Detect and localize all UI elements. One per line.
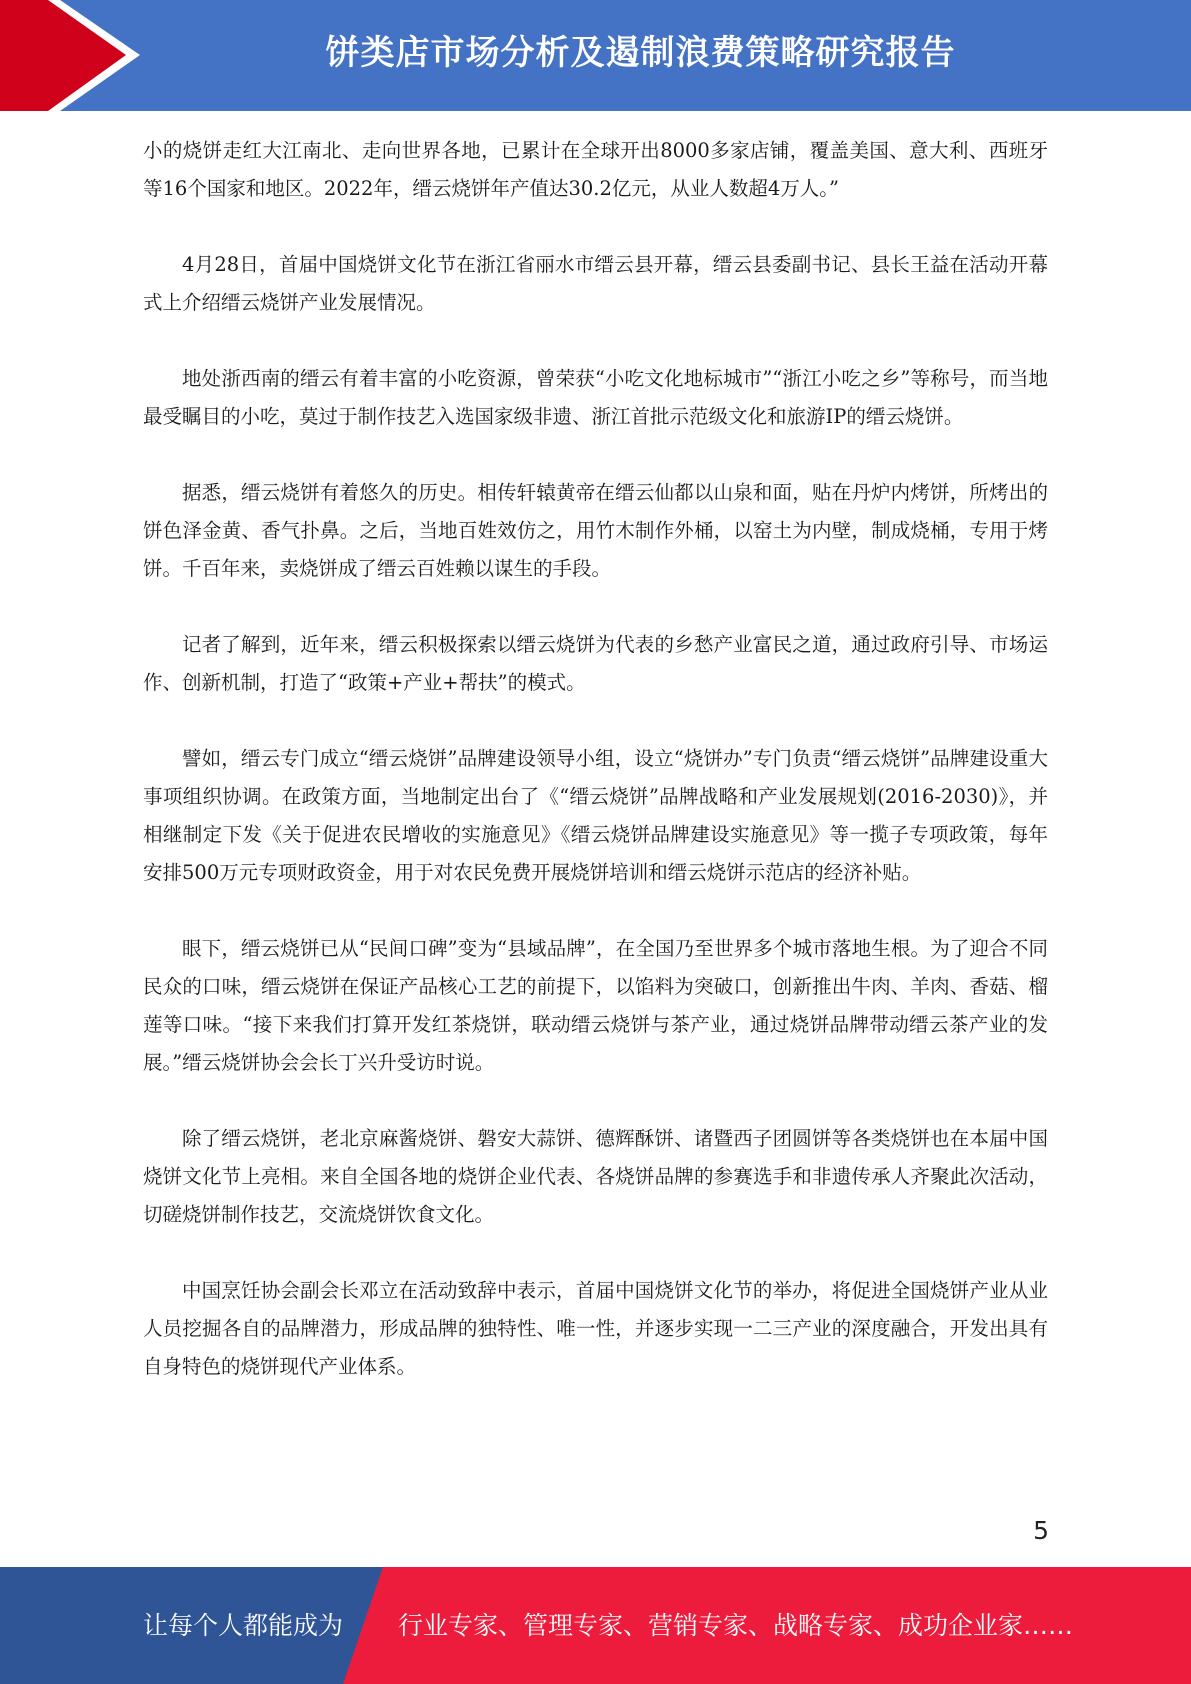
page-number: 5 bbox=[1033, 1516, 1049, 1545]
page-header bbox=[0, 0, 1191, 111]
paragraph: 除了缙云烧饼，老北京麻酱烧饼、磐安大蒜饼、德辉酥饼、诸暨西子团圆饼等各类烧饼也在本届中国烧饼文化节上亮相。来自全国各地的烧饼企业代表、各烧饼品牌的参赛选手和非遗传承人齐聚此次活动，切磋烧饼制作技艺，交流烧饼饮食文化。 bbox=[143, 1127, 1048, 1226]
paragraph: 譬如，缙云专门成立“缙云烧饼”品牌建设领导小组，设立“烧饼办”专门负责“缙云烧饼”品牌建设重大事项组织协调。在政策方面，当地制定出台了《“缙云烧饼”品牌战略和产业发展规划(2016-2030)》，并相继制定下发《关于促进农民增收的实施意见》《缙云烧饼品牌建设实施意见》等一揽子专项政策，每年安排500万元专项财政资金，用于对农民免费开展烧饼培训和缙云烧饼示范店的经济补贴。 bbox=[143, 747, 1048, 884]
paragraph: 4月28日，首届中国烧饼文化节在浙江省丽水市缙云县开幕，缙云县委副书记、县长王益在活动开幕式上介绍缙云烧饼产业发展情况。 bbox=[143, 253, 1048, 314]
paragraph: 记者了解到，近年来，缙云积极探索以缙云烧饼为代表的乡愁产业富民之道，通过政府引导、市场运作、创新机制，打造了“政策+产业+帮扶”的模式。 bbox=[143, 633, 1048, 694]
paragraph: 据悉，缙云烧饼有着悠久的历史。相传轩辕黄帝在缙云仙都以山泉和面，贴在丹炉内烤饼，所烤出的饼色泽金黄、香气扑鼻。之后，当地百姓效仿之，用竹木制作外桶，以窑土为内壁，制成烧桶，专用于烤饼。千百年来，卖烧饼成了缙云百姓赖以谋生的手段。 bbox=[143, 481, 1048, 580]
paragraph: 中国烹饪协会副会长邓立在活动致辞中表示，首届中国烧饼文化节的举办，将促进全国烧饼产业从业人员挖掘各自的品牌潜力，形成品牌的独特性、唯一性，并逐步实现一二三产业的深度融合，开发出具有自身特色的烧饼现代产业体系。 bbox=[143, 1279, 1048, 1378]
article-body bbox=[143, 132, 1048, 1424]
footer-slogan-right: 行业专家、管理专家、营销专家、战略专家、成功企业家…… bbox=[398, 1611, 1074, 1640]
page-footer bbox=[0, 1567, 1191, 1684]
paragraph: 眼下，缙云烧饼已从“民间口碑”变为“县域品牌”，在全国乃至世界多个城市落地生根。为了迎合不同民众的口味，缙云烧饼在保证产品核心工艺的前提下，以馅料为突破口，创新推出牛肉、羊肉、香菇、榴莲等口味。“接下来我们打算开发红茶烧饼，联动缙云烧饼与茶产业，通过烧饼品牌带动缙云茶产业的发展。”缙云烧饼协会会长丁兴升受访时说。 bbox=[143, 937, 1048, 1074]
paragraph: 地处浙西南的缙云有着丰富的小吃资源，曾荣获“小吃文化地标城市”“浙江小吃之乡”等称号，而当地最受瞩目的小吃，莫过于制作技艺入选国家级非遗、浙江首批示范级文化和旅游IP的缙云烧饼。 bbox=[143, 367, 1048, 428]
document-title: 饼类店市场分析及遏制浪费策略研究报告 bbox=[325, 33, 956, 73]
footer-slogan-left: 让每个人都能成为 bbox=[143, 1611, 344, 1640]
paragraph: 小的烧饼走红大江南北、走向世界各地，已累计在全球开出8000多家店铺，覆盖美国、意大利、西班牙等16个国家和地区。2022年，缙云烧饼年产值达30.2亿元，从业人数超4万人。” bbox=[143, 139, 1048, 200]
